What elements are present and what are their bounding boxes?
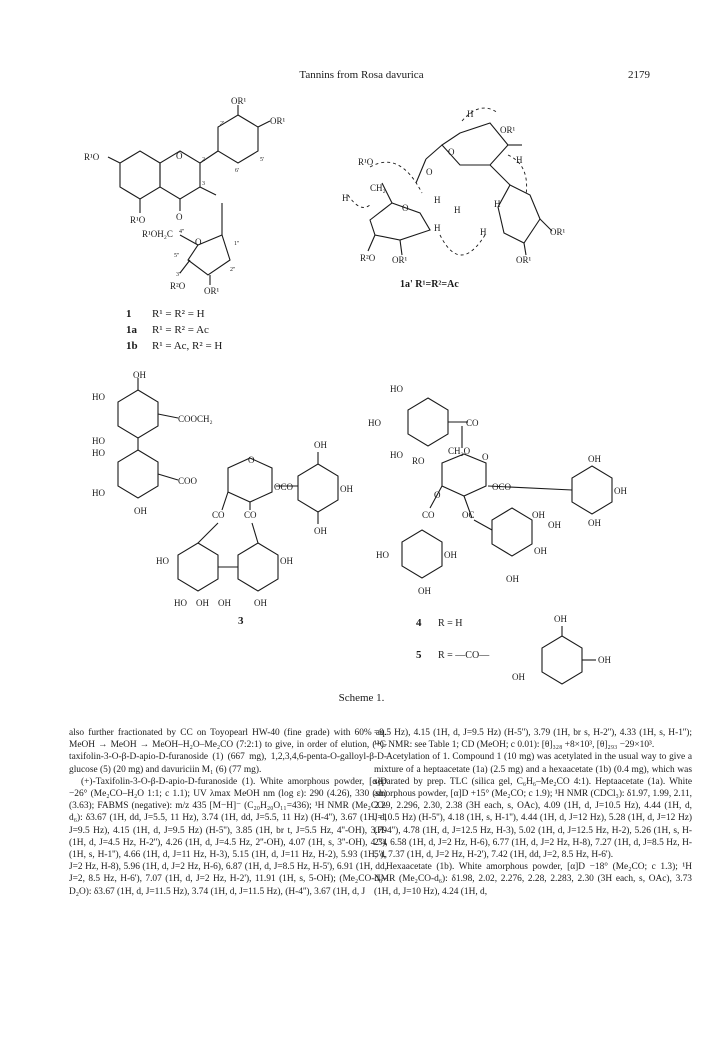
structure-1 <box>80 95 320 300</box>
s3-label: OH <box>196 598 209 608</box>
paragraph: Hexaacetate (1b). White amorphous powder, [α]D −18° (Me₂CO; c 1.3); ¹H NMR (Me₂CO-d₆): δ1.98, 2.02, 2.276, 2.28, 2.283, 2.30 (3H each, s, OAc), 3.73 (1H, d, J=10 Hz), 4.24 (1H, d, <box>374 862 692 897</box>
s3-label: HO <box>174 598 187 608</box>
s4-label: OH <box>506 574 519 584</box>
s3-label: OH <box>218 598 231 608</box>
s4-label: HO <box>376 550 389 560</box>
s3-label: OH <box>340 484 353 494</box>
s3-label: HO <box>92 436 105 446</box>
s1-label: 2'' <box>230 267 236 273</box>
s1a-label: H <box>434 195 441 205</box>
s3-label: O <box>248 455 255 465</box>
paragraph: Acetylation of 1. Compound 1 (10 mg) was acetylated in the usual way to give a mixture of a heptaacetate (1a) (2.5 mg) and a hexaacetate (1b) (0.4 mg), which was separated by prep. TLC (silica gel, C₆H₆–Me₂CO 4:1). Heptaacetate (1a). White amorphous powder, [α]D +15° (Me₂CO; c 1.9); ¹H NMR (CDCl₃): δ1.97, 1.99, 2.11, 2.29, 2.296, 2.30, 2.38 (3H each, s, OAc), 4.09 (1H, d, J=10.5 Hz), 4.44 (1H, d, J=10.5 Hz) (H-5''), 4.18 (1H, s, H-1''), 4.44 (1H, d, J=12 Hz), 5.28 (1H, d, J=12 Hz) (H-4''), 4.78 (1H, d, J=12.5 Hz, H-3), 5.02 (1H, d, J=12.5 Hz, H-2), 5.26 (1H, s, H-2''), 6.58 (1H, d, J=2 Hz, H-6), 6.77 (1H, d, J=2 Hz, H-8), 7.27 (1H, d, J=8.5 Hz, H-5'), 7.37 (1H, d, J=2 Hz, H-2'), 7.42 (1H, dd, J=2, 8.5 Hz, H-6'). <box>374 752 692 861</box>
s5-r-definition: R = —CO— <box>438 650 490 661</box>
s1-label: 2 <box>202 157 205 163</box>
s3-label: COO <box>178 476 198 486</box>
s4-label: OH <box>588 518 601 528</box>
s1-label: 5'' <box>174 253 180 259</box>
s4-label: OH <box>614 486 627 496</box>
s1a-label: H <box>434 223 441 233</box>
s1-label: O <box>176 212 183 222</box>
s1a-label: H <box>494 199 501 209</box>
s1-label: O <box>195 237 202 247</box>
s3-label: HO <box>92 448 105 458</box>
s4-r-definition: R = H <box>438 618 463 629</box>
s5-number: 5 <box>416 649 422 661</box>
s1-label: OR¹ <box>231 96 247 106</box>
s1-label: 5' <box>260 157 265 163</box>
s5-label: OH <box>554 614 567 624</box>
s5-label: OH <box>512 672 525 682</box>
s1-label: 6' <box>235 168 240 174</box>
s1a-label: H <box>480 227 487 237</box>
s1a-label: O <box>402 203 409 213</box>
s3-number: 3 <box>238 615 244 627</box>
structure-3 <box>78 368 368 628</box>
legend-row: 1a R¹ = R² = Ac <box>126 324 209 336</box>
text-column-left <box>69 727 387 898</box>
s3-label: OH <box>134 506 147 516</box>
compound-legend <box>126 306 222 354</box>
s1a-caption: 1a' R¹=R²=Ac <box>400 279 459 290</box>
text-column-right <box>374 727 692 898</box>
s1a-label: R¹O <box>358 157 374 167</box>
s1a-label: H <box>516 155 523 165</box>
s4-label: HO <box>390 450 403 460</box>
s4-label: OC <box>462 510 475 520</box>
s1a-label: H <box>467 109 474 119</box>
s1-label: R¹OH₂C <box>142 229 173 239</box>
s1-label: O <box>176 151 183 161</box>
s3-label: OH <box>314 526 327 536</box>
s4-label: OH <box>588 454 601 464</box>
s4-label: RO <box>412 456 425 466</box>
s1-label: 3'' <box>176 272 182 278</box>
s3-label: OH <box>254 598 267 608</box>
s1a-label: OR¹ <box>516 255 532 265</box>
s3-label: CO <box>244 510 257 520</box>
s5-label: OH <box>598 655 611 665</box>
s1-label: 2' <box>220 121 225 127</box>
s4-label: OH <box>444 550 457 560</box>
s4-label: HO <box>368 418 381 428</box>
s4-label: OCO <box>492 482 512 492</box>
s3-label: COOCH₂ <box>178 414 213 424</box>
s4-label: O <box>482 452 489 462</box>
s1a-label: OR¹ <box>550 227 566 237</box>
running-head: Tannins from Rosa davurica <box>299 69 424 81</box>
s4-label: OH <box>418 586 431 596</box>
s1a-label: O <box>426 167 433 177</box>
s1a-label: OR¹ <box>392 255 408 265</box>
s4-label: HO <box>390 384 403 394</box>
legend-row: 1 R¹ = R² = H <box>126 308 205 320</box>
s4-label: OH <box>534 546 547 556</box>
page-number: 2179 <box>628 69 650 81</box>
s3-label: OH <box>133 370 146 380</box>
s1-label: 3 <box>202 181 205 187</box>
structure-4-5 <box>362 368 662 688</box>
s3-label: HO <box>92 488 105 498</box>
s1a-label: H <box>342 193 349 203</box>
s3-label: OH <box>314 440 327 450</box>
paragraph: also further fractionated by CC on Toyopearl HW-40 (fine grade) with 60% aq. MeOH → MeOH → MeOH–H₂O–Me₂CO (7:2:1) to give, in order of elution, (+)-taxifolin-3-O-β-D-apio-D-furanoside (1) (667 mg), 1,2,3,4,6-penta-O-galloyl-β-D-glucose (5) (20 mg) and davuriciin M₁ (6) (77 mg). <box>69 728 387 775</box>
paragraph: (+)-Taxifolin-3-O-β-D-apio-D-furanoside (1). White amorphous powder, [α]D −26° (Me₂CO–H₂O 1:1; c 1.1); UV λmax MeOH nm (log ε): 290 (4.26), 330 (sh) (3.63); FABMS (negative): m/z 435 [M−H]⁻ (C₂₀H₂₀O₁₁=436); ¹H NMR (Me₂CO-d₆): δ3.67 (1H, dd, J=5.5, 11 Hz), 3.74 (1H, dd, J=5.5, 11 Hz) (H-4''), 3.67 (1H, d, J=9.5 Hz), 4.15 (1H, d, J=9.5 Hz) (H-5''), 3.85 (1H, br t, J=5.5 Hz, 4''-OH), 3.79 (1H, d, J=4.5 Hz, H-2''), 4.26 (1H, d, J=4.5 Hz, 2''-OH), 4.07 (1H, s, 3''-OH), 4.34 (1H, s, H-1''), 4.66 (1H, d, J=11 Hz, H-3), 5.15 (1H, d, J=11 Hz, H-2), 5.93 (1H, d, J=2 Hz, H-8), 5.96 (1H, d, J=2 Hz, H-6), 6.87 (1H, d, J=8.5 Hz, H-5'), 6.91 (1H, dd, J=2, 8.5 Hz, H-6'), 7.07 (1H, d, J=2 Hz, H-2'), 11.91 (1H, s, 5-OH); (Me₂CO-d₆–D₂O): δ3.67 (1H, d, J=11.5 Hz), 3.74 (1H, d, J=11.5 Hz), (H-4''), 3.67 (1H, d, J <box>69 776 387 897</box>
s1a-label: R²O <box>360 253 376 263</box>
s4-number: 4 <box>416 617 422 629</box>
s3-label: OH <box>280 556 293 566</box>
s3-label: OCO <box>274 482 294 492</box>
s3-label: HO <box>156 556 169 566</box>
legend-row: 1b R¹ = Ac, R² = H <box>126 340 223 352</box>
s1-label: R²O <box>170 281 186 291</box>
s4-label: CH₂O <box>448 446 471 456</box>
s4-label: CO <box>466 418 479 428</box>
s1-label: 1'' <box>234 241 240 247</box>
s4-label: OH <box>548 520 561 530</box>
s1a-label: CH₂ <box>370 183 386 193</box>
s4-label: O <box>434 490 441 500</box>
s1-label: R¹O <box>130 215 146 225</box>
structure-1a-prime <box>330 95 580 300</box>
s4-label: CO <box>422 510 435 520</box>
scheme-caption: Scheme 1. <box>338 692 385 704</box>
s3-label: HO <box>92 392 105 402</box>
s1a-label: H <box>454 205 461 215</box>
s1a-label: OR¹ <box>500 125 516 135</box>
s1-label: OR¹ <box>270 116 286 126</box>
s1-label: R¹O <box>84 152 100 162</box>
s1-label: 4'' <box>179 229 185 235</box>
s1a-label: O <box>448 147 455 157</box>
s1-label: OR¹ <box>204 286 220 296</box>
s3-label: CO <box>212 510 225 520</box>
s4-label: OH <box>532 510 545 520</box>
paragraph: =9.5 Hz), 4.15 (1H, d, J=9.5 Hz) (H-5''), 3.79 (1H, br s, H-2''), 4.33 (1H, s, H-1''); ¹³C NMR: see Table 1; CD (MeOH; c 0.01): [θ]₃₂₈ +8×10³, [θ]₂₉₃ −29×10³. <box>374 728 692 751</box>
